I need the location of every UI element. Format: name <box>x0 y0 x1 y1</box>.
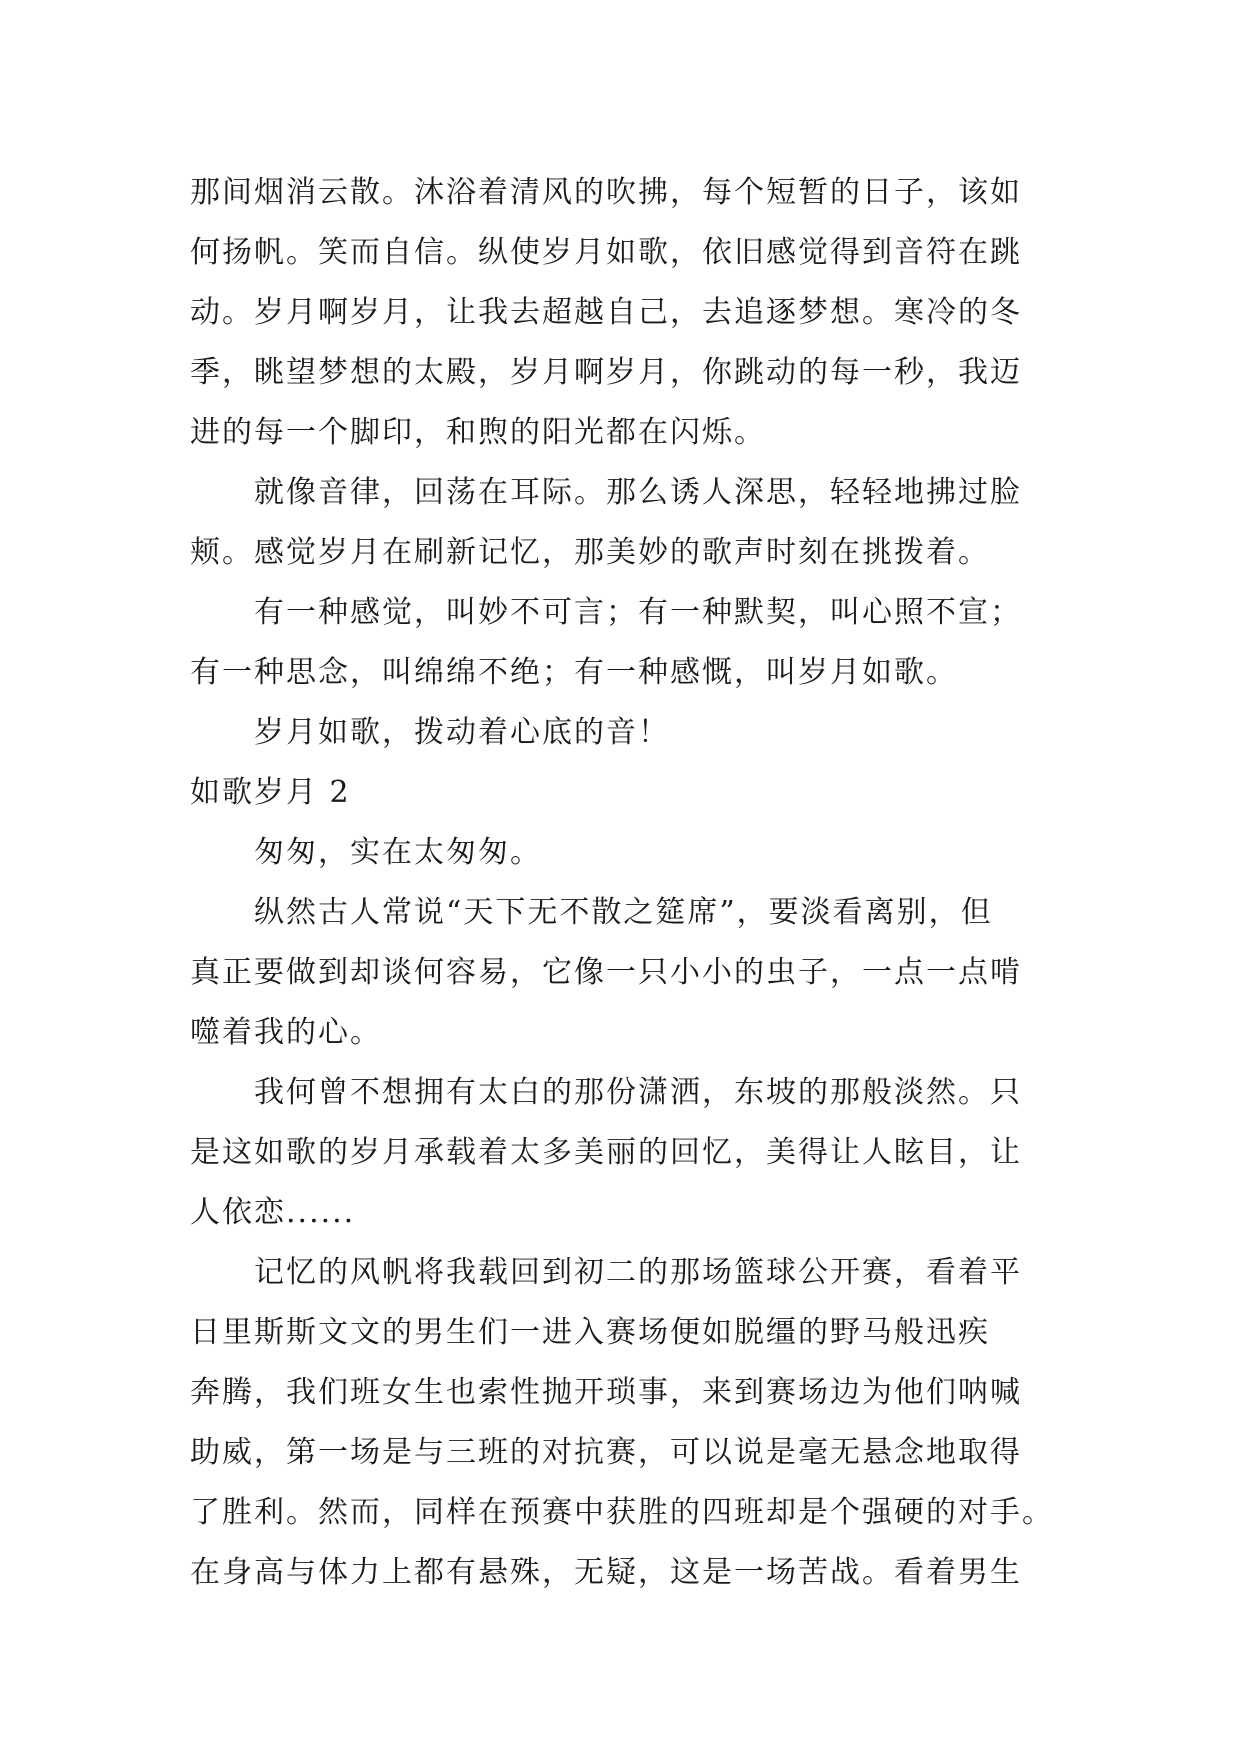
text-line: 真正要做到却谈何容易，它像一只小小的虫子，一点一点啃 <box>190 955 1022 990</box>
paragraph-start-line: 有一种感觉，叫妙不可言；有一种默契，叫心照不宣； <box>254 595 1022 630</box>
section-heading: 如歌岁月 2 <box>190 775 351 810</box>
text-line: 何扬帆。笑而自信。纵使岁月如歌，依旧感觉得到音符在跳 <box>190 235 1022 270</box>
text-line: 有一种思念，叫绵绵不绝；有一种感慨，叫岁月如歌。 <box>190 655 958 690</box>
paragraph-start-line: 匆匆，实在太匆匆。 <box>254 835 542 870</box>
text-line: 噬着我的心。 <box>190 1015 382 1050</box>
text-line: 是这如歌的岁月承载着太多美丽的回忆，美得让人眩目，让 <box>190 1135 1022 1170</box>
text-line: 奔腾，我们班女生也索性抛开琐事，来到赛场边为他们呐喊 <box>190 1375 1022 1410</box>
text-line: 人依恋...... <box>190 1195 356 1230</box>
paragraph-start-line: 就像音律，回荡在耳际。那么诱人深思，轻轻地拂过脸 <box>254 475 1022 510</box>
text-line: 季，眺望梦想的太殿，岁月啊岁月，你跳动的每一秒，我迈 <box>190 355 1022 390</box>
text-line: 了胜利。然而，同样在预赛中获胜的四班却是个强硬的对手。 <box>190 1495 1054 1530</box>
text-line: 日里斯斯文文的男生们一进入赛场便如脱缰的野马般迅疾 <box>190 1315 990 1350</box>
paragraph-start-line: 纵然古人常说“天下无不散之筵席”，要淡看离别，但 <box>254 895 993 930</box>
paragraph-start-line: 我何曾不想拥有太白的那份潇洒，东坡的那般淡然。只 <box>254 1075 1022 1110</box>
text-line: 动。岁月啊岁月，让我去超越自己，去追逐梦想。寒冷的冬 <box>190 295 1022 330</box>
text-line: 颊。感觉岁月在刷新记忆，那美妙的歌声时刻在挑拨着。 <box>190 535 990 570</box>
text-line: 那间烟消云散。沐浴着清风的吹拂，每个短暂的日子，该如 <box>190 175 1022 210</box>
paragraph-start-line: 记忆的风帆将我载回到初二的那场篮球公开赛，看着平 <box>254 1255 1022 1290</box>
paragraph-start-line: 岁月如歌，拨动着心底的音！ <box>254 715 670 750</box>
text-line: 助威，第一场是与三班的对抗赛，可以说是毫无悬念地取得 <box>190 1435 1022 1470</box>
text-line: 在身高与体力上都有悬殊，无疑，这是一场苦战。看着男生 <box>190 1555 1022 1590</box>
text-line: 进的每一个脚印，和煦的阳光都在闪烁。 <box>190 415 766 450</box>
document-body <box>190 163 1060 1603</box>
